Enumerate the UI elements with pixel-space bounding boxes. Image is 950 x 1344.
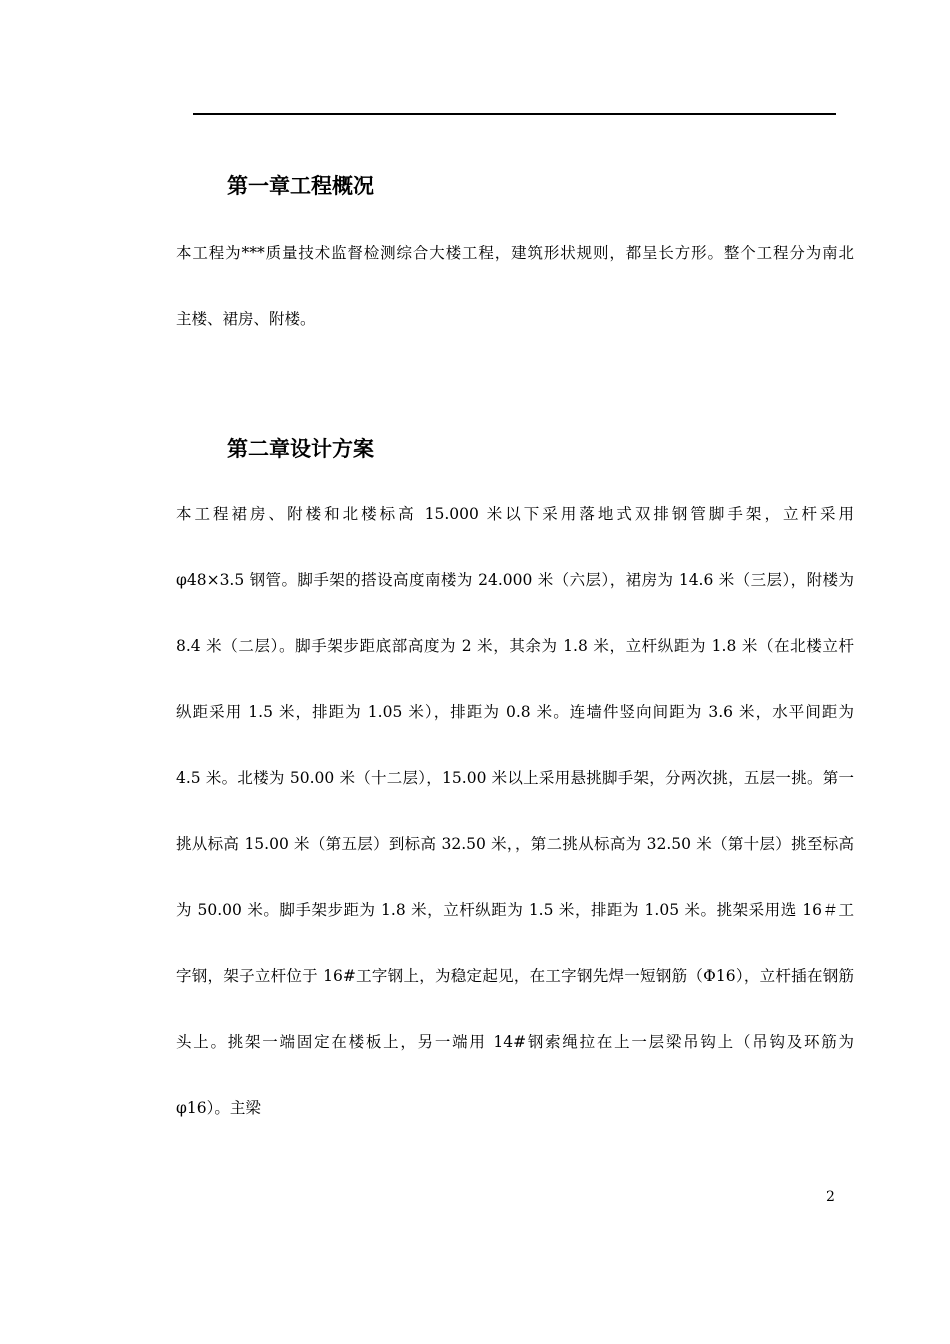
chapter-2-line-4: 纵距采用 1.5 米，排距为 1.05 米），排距为 0.8 米。连墙件竖向间距为 3.6 米，水平间距为 [176, 703, 854, 721]
chapter-2-line-1: 本工程裙房、附楼和北楼标高 15.000 米以下采用落地式双排钢管脚手架，立杆采用 [176, 505, 854, 523]
chapter-2-line-6: 挑从标高 15.00 米（第五层）到标高 32.50 米，，第二挑从标高为 32.50 米（第十层）挑至标高 [176, 835, 854, 853]
chapter-2-line-9: 头上。挑架一端固定在楼板上，另一端用 14#钢索绳拉在上一层梁吊钩上（吊钩及环筋为 [176, 1033, 854, 1051]
chapter-1-title: 第一章工程概况 [227, 173, 374, 198]
chapter-2-line-3: 8.4 米（二层）。脚手架步距底部高度为 2 米，其余为 1.8 米，立杆纵距为 1.8 米（在北楼立杆 [176, 637, 854, 655]
chapter-2-line-2: φ48×3.5 钢管。脚手架的搭设高度南楼为 24.000 米（六层），裙房为 14.6 米（三层），附楼为 [176, 571, 854, 589]
chapter-1-line-2: 主楼、裙房、附楼。 [176, 310, 316, 328]
header-rule [193, 113, 836, 115]
chapter-1-line-1: 本工程为***质量技术监督检测综合大楼工程，建筑形状规则，都呈长方形。整个工程分为南北 [176, 244, 854, 262]
chapter-2-line-10: φ16）。主梁 [176, 1099, 261, 1117]
chapter-2-line-8: 字钢，架子立杆位于 16#工字钢上，为稳定起见，在工字钢先焊一短钢筋（Φ16），立杆插在钢筋 [176, 967, 854, 985]
chapter-2-title: 第二章设计方案 [227, 436, 374, 461]
chapter-2-line-7: 为 50.00 米。脚手架步距为 1.8 米，立杆纵距为 1.5 米，排距为 1.05 米。挑架采用选 16＃工 [176, 901, 854, 919]
page-number: 2 [826, 1189, 835, 1205]
chapter-2-line-5: 4.5 米。北楼为 50.00 米（十二层），15.00 米以上采用悬挑脚手架，分两次挑，五层一挑。第一 [176, 769, 854, 787]
